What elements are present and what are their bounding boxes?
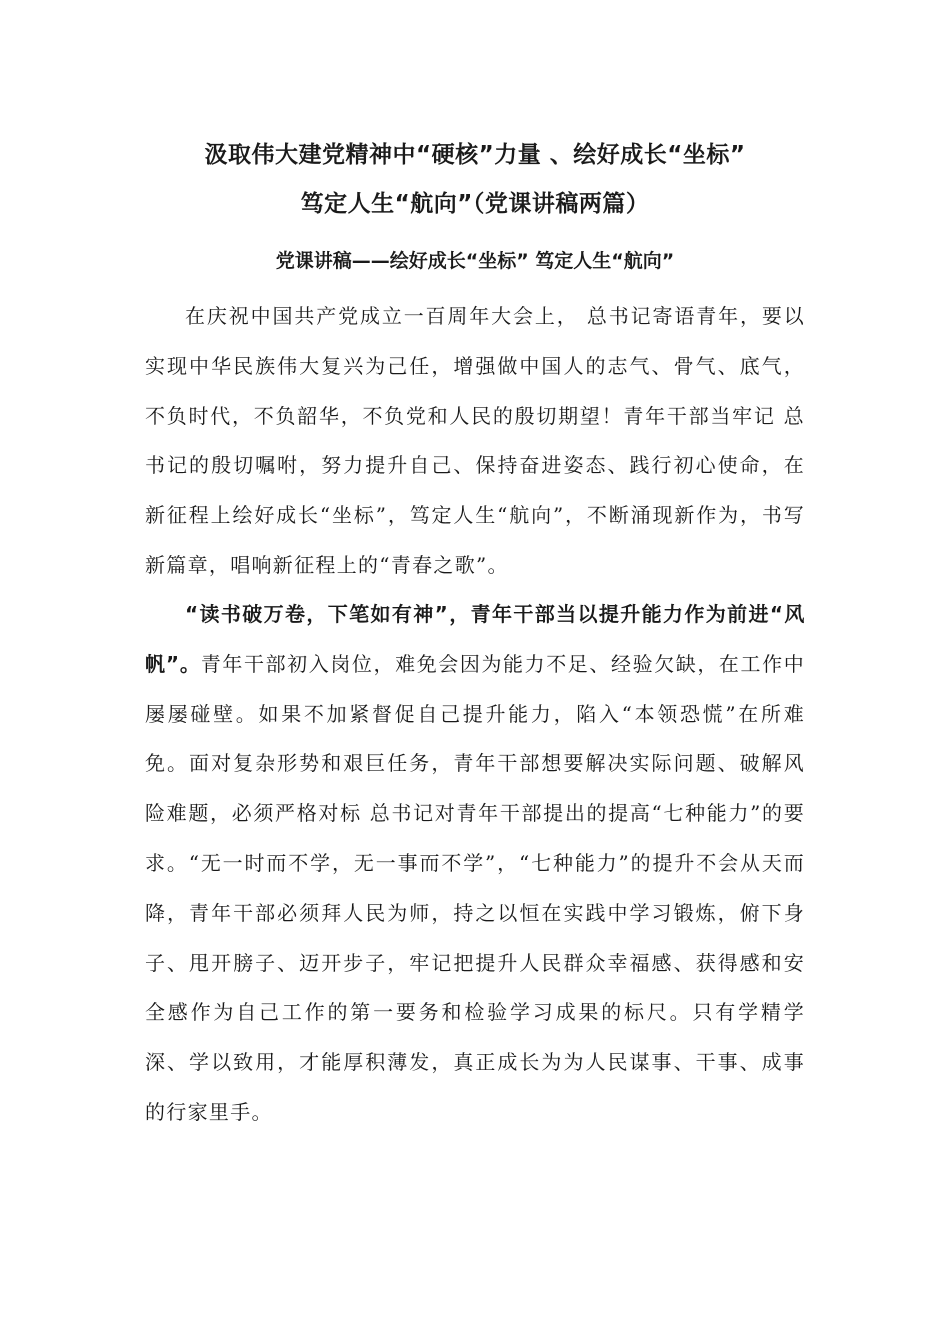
paragraph-2-body: 青年干部初入岗位，难免会因为能力不足、经验欠缺，在工作中屡屡碰壁。如果不加紧督促自己提升能力，陷入“本领恐慌”在所难免。面对复杂形势和艰巨任务，青年干部想要解决实际问题、破解风险难题，必须严格对标 总书记对青年干部提出的提高“七种能力”的要求。“无一时而不学，无一事而不学”，“七种能力”的提升不会从天而降，青年干部必须拜人民为师，持之以恒在实践中学习锻炼，俯下身子、甩开膀子、迈开步子，牢记把提升人民群众幸福感、获得感和安全感作为自己工作的第一要务和检验学习成果的标尺。只有学精学深、学以致用，才能厚积薄发，真正成长为为人民谋事、干事、成事的行家里手。 <box>145 651 805 1124</box>
document-title-line-1: 汲取伟大建党精神中“硬核”力量 、绘好成长“坐标” <box>204 142 746 168</box>
paragraph-1: 在庆祝中国共产党成立一百周年大会上， 总书记寄语青年，要以实现中华民族伟大复兴为己任，增强做中国人的志气、骨气、底气，不负时代，不负韶华，不负党和人民的殷切期望！青年干部当牢记 总书记的殷切嘱咐，努力提升自己、保持奋进姿态、践行初心使命，在新征程上绘好成长“坐标”，笃定人生“航向”，不断涌现新作为，书写新篇章，唱响新征程上的“青春之歌”。 <box>145 304 805 577</box>
document-title-line-2: 笃定人生“航向”（党课讲稿两篇） <box>300 191 650 217</box>
paragraph-2 <box>145 590 805 1138</box>
paragraph-2-lead: “读书破万卷，下笔如有神”，青年干部当以提升能力作为前进“风帆”。 <box>145 602 805 676</box>
document-subtitle: 党课讲稿——绘好成长“坐标” 笃定人生“航向” <box>275 250 675 272</box>
